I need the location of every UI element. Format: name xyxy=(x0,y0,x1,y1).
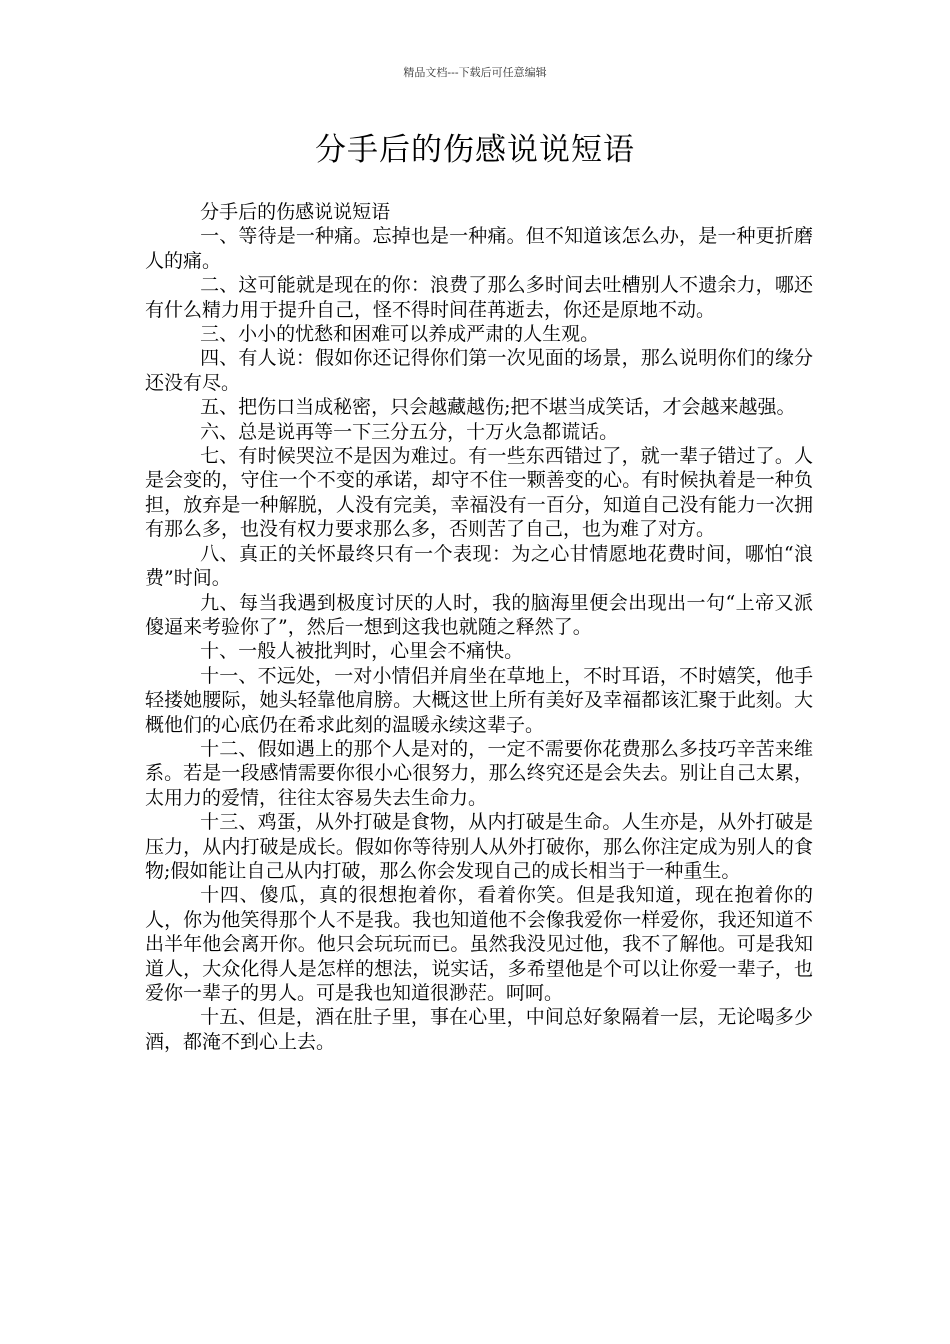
paragraph-2: 二、这可能就是现在的你：浪费了那么多时间去吐槽别人不遗余力，哪还有什么精力用于提升自己，怪不得时间荏苒逝去，你还是原地不动。 xyxy=(145,274,813,321)
paragraph-11: 十一、不远处，一对小情侣并肩坐在草地上，不时耳语，不时嬉笑，他手轻搂她腰际，她头轻靠他肩膀。大概这世上所有美好及幸福都该汇聚于此刻。大概他们的心底仍在希求此刻的温暖永续这辈子。 xyxy=(145,664,813,736)
document-body xyxy=(145,200,813,1054)
paragraph-3: 三、小小的忧愁和困难可以养成严肃的人生观。 xyxy=(200,323,600,346)
paragraph-14: 十四、傻瓜，真的很想抱着你，看着你笑。但是我知道，现在抱着你的人，你为他笑得那个人不是我。我也知道他不会像我爱你一样爱你，我还知道不出半年他会离开你。他只会玩玩而已。虽然我没见过他，我不了解他。可是我知道人，大众化得人是怎样的想法，说实话，多希望他是个可以让你爱一辈子，也爱你一辈子的男人。可是我也知道很渺茫。呵呵。 xyxy=(145,884,813,1004)
document-title: 分手后的伤感说说短语 xyxy=(315,132,635,168)
paragraph-4: 四、有人说：假如你还记得你们第一次见面的场景，那么说明你们的缘分还没有尽。 xyxy=(145,347,813,394)
paragraph-10: 十、一般人被批判时，心里会不痛快。 xyxy=(200,640,524,663)
paragraph-15: 十五、但是，酒在肚子里，事在心里，中间总好象隔着一层，无论喝多少酒，都淹不到心上去。 xyxy=(145,1006,813,1053)
paragraph-5: 五、把伤口当成秘密，只会越藏越伤;把不堪当成笑话，才会越来越强。 xyxy=(200,396,796,419)
paragraph-6: 六、总是说再等一下三分五分，十万火急都谎话。 xyxy=(200,420,619,443)
paragraph-subtitle: 分手后的伤感说说短语 xyxy=(200,201,391,223)
paragraph-7: 七、有时候哭泣不是因为难过。有一些东西错过了，就一辈子错过了。人是会变的，守住一个不变的承诺，却守不住一颗善变的心。有时候执着是一种负担，放弃是一种解脱，人没有完美，幸福没有一百分，知道自己没有能力一次拥有那么多，也没有权力要求那么多，否则苦了自己，也为难了对方。 xyxy=(145,445,813,541)
paragraph-1: 一、等待是一种痛。忘掉也是一种痛。但不知道该怎么办，是一种更折磨人的痛。 xyxy=(145,225,813,272)
paragraph-12: 十二、假如遇上的那个人是对的，一定不需要你花费那么多技巧辛苦来维系。若是一段感情需要你很小心很努力，那么终究还是会失去。别让自己太累，太用力的爱情，往往太容易失去生命力。 xyxy=(145,737,813,809)
paragraph-9: 九、每当我遇到极度讨厌的人时，我的脑海里便会出现出一句“上帝又派傻逼来考验你了”，然后一想到这我也就随之释然了。 xyxy=(145,591,813,638)
paragraph-13: 十三、鸡蛋，从外打破是食物，从内打破是生命。人生亦是，从外打破是压力，从内打破是成长。假如你等待别人从外打破你，那么你注定成为别人的食物;假如能让自己从内打破，那么你会发现自己的成长相当于一种重生。 xyxy=(145,811,813,882)
paragraph-8: 八、真正的关怀最终只有一个表现：为之心甘情愿地花费时间，哪怕“浪费”时间。 xyxy=(145,542,813,590)
page-header-note: 精品文档---下载后可任意编辑 xyxy=(403,66,547,79)
